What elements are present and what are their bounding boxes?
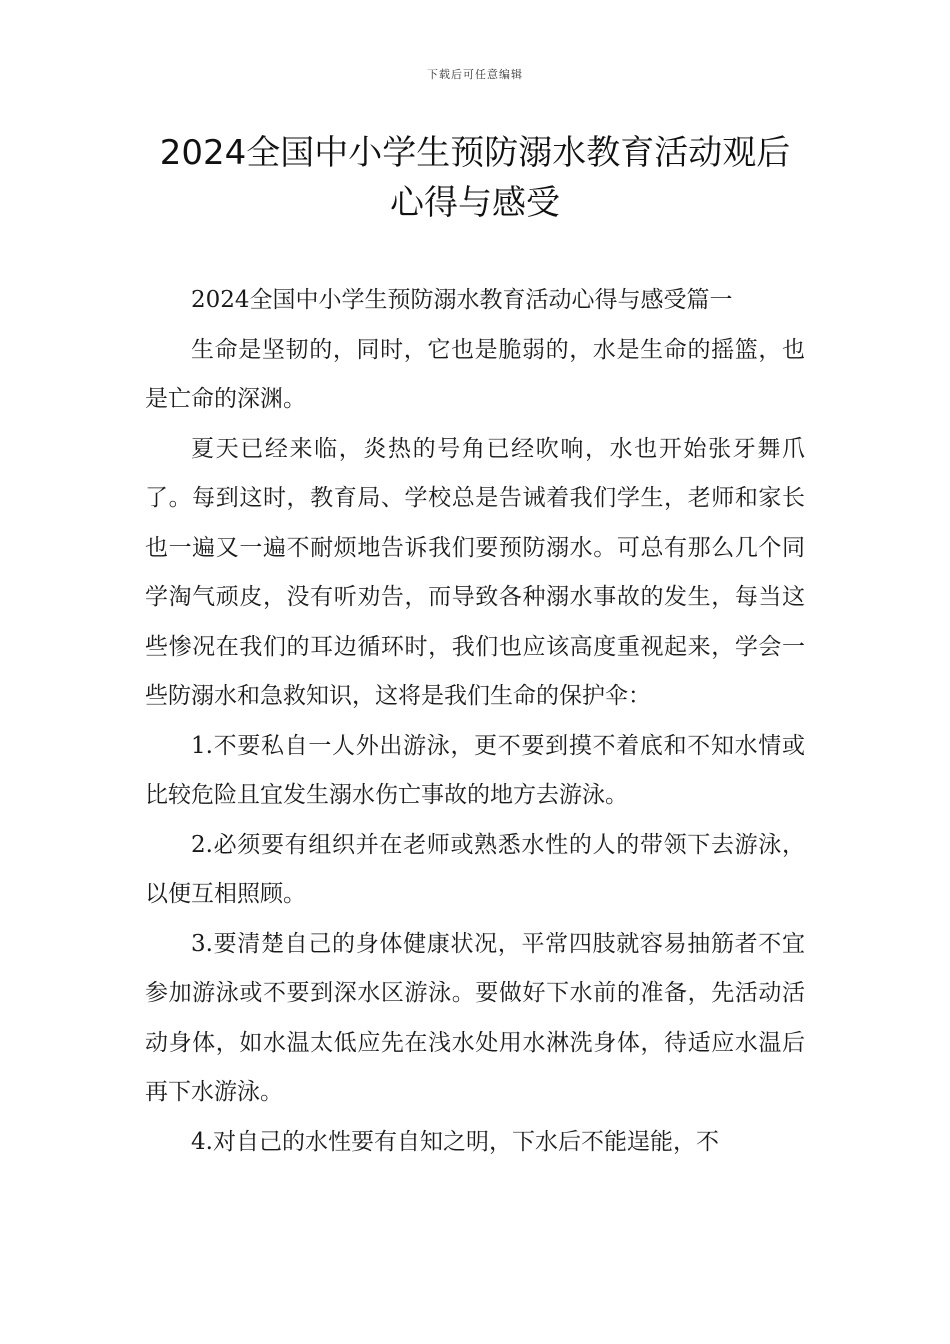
list-item-4: 4.对自己的水性要有自知之明，下水后不能逞能，不: [191, 1128, 719, 1155]
paragraph: 夏天已经来临，炎热的号角已经吹响，水也开始张牙舞爪了。每到这时，教育局、学校总是告诫着我们学生，老师和家长也一遍又一遍不耐烦地告诉我们要预防溺水。可总有那么几个同学淘气顽皮，没有听劝告，而导致各种溺水事故的发生，每当这些惨况在我们的耳边循环时，我们也应该高度重视起来，学会一些防溺水和急救知识，这将是我们生命的保护伞：: [145, 435, 805, 709]
header-note: 下载后可任意编辑: [427, 68, 523, 81]
document-body: [145, 276, 805, 1167]
list-item-3: 3.要清楚自己的身体健康状况，平常四肢就容易抽筋者不宜参加游泳或不要到深水区游泳。要做好下水前的准备，先活动活动身体，如水温太低应先在浅水处用水淋洗身体，待适应水温后再下水游泳。: [145, 930, 805, 1105]
list-item-1: 1.不要私自一人外出游泳，更不要到摸不着底和不知水情或比较危险且宜发生溺水伤亡事故的地方去游泳。: [145, 732, 805, 808]
list-item-2: 2.必须要有组织并在老师或熟悉水性的人的带领下去游泳，以便互相照顾。: [145, 831, 805, 907]
section-heading: 2024全国中小学生预防溺水教育活动心得与感受篇一: [191, 287, 733, 313]
title-line-1: 2024全国中小学生预防溺水教育活动观后: [159, 133, 791, 173]
paragraph: 生命是坚韧的，同时，它也是脆弱的，水是生命的摇篮，也是亡命的深渊。: [145, 336, 805, 412]
title-line-2: 心得与感受: [390, 183, 560, 223]
document-title: [120, 128, 830, 228]
